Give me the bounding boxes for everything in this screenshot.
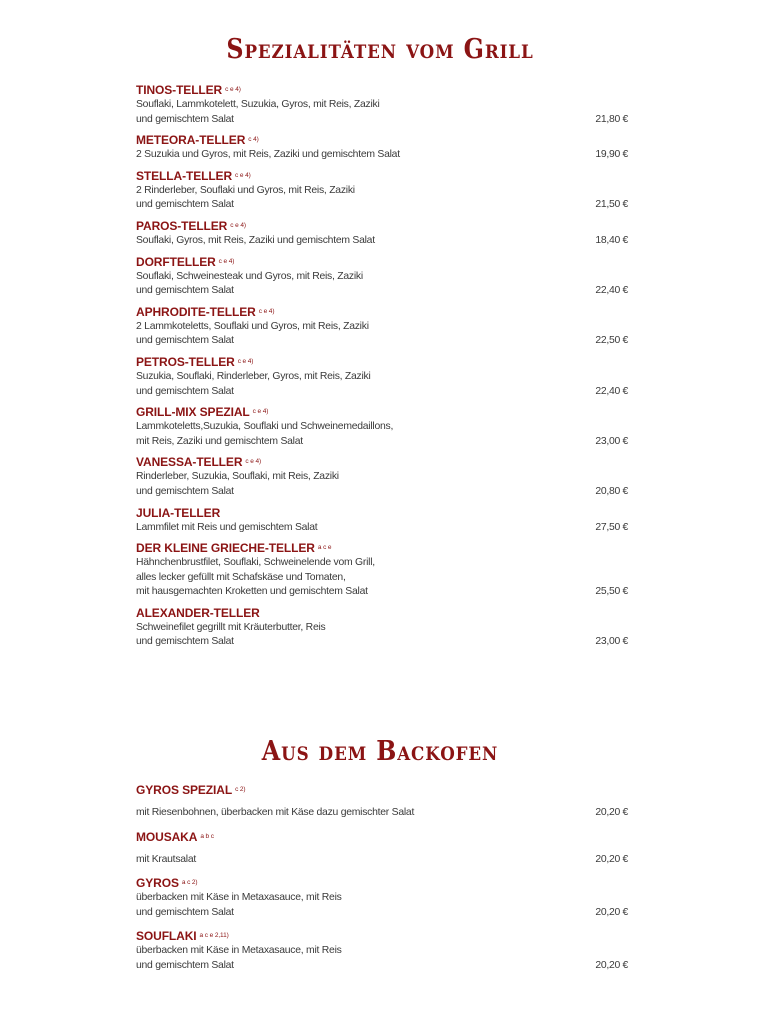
menu-item-description: und gemischtem Salat: [136, 636, 234, 648]
grill-items-list: [136, 83, 628, 656]
menu-item-description: und gemischtem Salat: [136, 335, 234, 347]
menu-item-description: Lammfilet mit Reis und gemischtem Salat: [136, 521, 318, 533]
menu-item-description: überbacken mit Käse in Metaxasauce, mit Reis: [136, 945, 342, 957]
menu-item-description: mit Reis, Zaziki und gemischtem Salat: [136, 435, 303, 447]
menu-item-name: [136, 355, 628, 370]
allergen-codes: c 4): [248, 136, 259, 144]
menu-item-description: Lammkoteletts,Suzukia, Souflaki und Schweinemedaillons,: [136, 421, 394, 433]
menu-item: [136, 219, 628, 249]
allergen-codes: c 2): [235, 786, 246, 793]
menu-item-description: alles lecker gefüllt mit Schafskäse und Tomaten,: [136, 571, 346, 583]
menu-item-description: und gemischtem Salat: [136, 113, 234, 125]
menu-item-title: DORFTELLER: [136, 254, 216, 269]
menu-item-price: 20,20 €: [595, 906, 628, 918]
menu-item: [136, 133, 628, 163]
menu-item-description: Suzukia, Souflaki, Rinderleber, Gyros, mit Reis, Zaziki: [136, 370, 371, 382]
menu-item: [136, 606, 628, 650]
menu-item-description: mit hausgemachten Kroketten und gemischtem Salat: [136, 586, 368, 598]
menu-item-name: [136, 169, 628, 184]
menu-item-name: [136, 133, 628, 148]
menu-item-title: JULIA-TELLER: [136, 505, 221, 520]
menu-item-description: Rinderleber, Suzukia, Souflaki, mit Reis, Zaziki: [136, 471, 339, 483]
menu-item-description: mit Riesenbohnen, überbacken mit Käse dazu gemischter Salat: [136, 807, 415, 818]
menu-item-title: VANESSA-TELLER: [136, 455, 243, 470]
spacer: [136, 798, 628, 806]
menu-item-title: METEORA-TELLER: [136, 133, 246, 148]
section-title-grill: Spezialitäten vom Grill: [226, 34, 534, 65]
menu-item-title: GYROS: [136, 876, 179, 891]
menu-item-name: [136, 606, 628, 621]
allergen-codes: c e 4): [218, 257, 235, 265]
menu-item-description: und gemischtem Salat: [136, 959, 234, 971]
menu-item-description: Souflaki, Schweinesteak und Gyros, mit Reis, Zaziki: [136, 270, 363, 282]
menu-item-price: 19,90 €: [595, 149, 628, 161]
menu-item-description: und gemischtem Salat: [136, 485, 234, 497]
menu-item: [136, 876, 628, 920]
menu-item-description: 2 Rinderleber, Souflaki und Gyros, mit Reis, Zaziki: [136, 184, 355, 196]
menu-item-name: [136, 83, 628, 98]
menu-item-name: [136, 830, 628, 845]
menu-item-price: 27,50 €: [595, 521, 628, 533]
menu-item-price: 25,50 €: [595, 586, 628, 598]
menu-item-price: 22,50 €: [595, 335, 628, 347]
menu-item-name: [136, 506, 628, 521]
allergen-codes: c e 4): [237, 357, 254, 365]
menu-item-description: mit Krautsalat: [136, 853, 197, 865]
menu-item-price: 20,80 €: [595, 485, 628, 497]
menu-item-price: 22,40 €: [595, 385, 628, 397]
menu-item-price: 18,40 €: [595, 234, 628, 246]
allergen-codes: c e 4): [230, 221, 246, 229]
menu-item-description: und gemischtem Salat: [136, 385, 234, 397]
menu-item-price: 20,20 €: [595, 853, 628, 865]
section-title-backofen: Aus dem Backofen: [261, 736, 499, 767]
allergen-codes: a c e: [317, 544, 332, 552]
menu-item-title: GYROS SPEZIAL: [136, 783, 233, 797]
menu-item-name: [136, 929, 628, 944]
allergen-codes: c e 4): [235, 171, 251, 179]
menu-item-price: 20,20 €: [595, 959, 628, 971]
menu-item-price: 23,00 €: [595, 636, 628, 648]
menu-item-price: 20,20 €: [595, 807, 628, 818]
menu-item: [136, 506, 628, 536]
menu-item-name: [136, 255, 628, 270]
menu-item-name: [136, 455, 628, 470]
menu-item-title: APHRODITE-TELLER: [136, 304, 256, 319]
menu-item-title: SOUFLAKI: [136, 929, 197, 944]
menu-item-price: 23,00 €: [595, 435, 628, 447]
menu-item-description: und gemischtem Salat: [136, 906, 234, 918]
menu-item-price: 21,50 €: [595, 199, 628, 211]
menu-item: [136, 783, 628, 821]
allergen-codes: a b c: [200, 832, 214, 840]
menu-item-name: [136, 783, 628, 798]
menu-item-description: Hähnchenbrustfilet, Souflaki, Schweinelende vom Grill,: [136, 557, 375, 569]
menu-item: [136, 929, 628, 973]
allergen-codes: c e 4): [245, 458, 262, 466]
allergen-codes: a c 2): [181, 879, 198, 887]
allergen-codes: c e 4): [225, 86, 241, 93]
menu-item-title: GRILL-MIX SPEZIAL: [136, 405, 250, 420]
menu-item-title: PAROS-TELLER: [136, 218, 228, 233]
menu-item-title: DER KLEINE GRIECHE-TELLER: [136, 541, 315, 556]
allergen-codes: c e 4): [252, 408, 269, 416]
menu-item: [136, 255, 628, 299]
menu-item: [136, 355, 628, 399]
menu-item-name: [136, 541, 628, 556]
spacer: [136, 845, 628, 853]
menu-item: [136, 305, 628, 349]
menu-item: [136, 169, 628, 213]
menu-item-description: Souflaki, Gyros, mit Reis, Zaziki und gemischtem Salat: [136, 234, 375, 246]
menu-item-description: Souflaki, Lammkotelett, Suzukia, Gyros, mit Reis, Zaziki: [136, 99, 380, 110]
menu-item: [136, 541, 628, 600]
menu-item-description: Schweinefilet gegrillt mit Kräuterbutter, Reis: [136, 621, 326, 633]
menu-item: [136, 405, 628, 449]
menu-item-name: [136, 305, 628, 320]
backofen-items-list: [136, 783, 628, 983]
menu-item-title: STELLA-TELLER: [136, 168, 233, 183]
menu-item-description: überbacken mit Käse in Metaxasauce, mit Reis: [136, 892, 342, 904]
menu-item-description: und gemischtem Salat: [136, 199, 234, 211]
menu-item-title: ALEXANDER-TELLER: [136, 605, 260, 620]
menu-item-title: PETROS-TELLER: [136, 354, 235, 369]
menu-item: [136, 830, 628, 868]
menu-item-name: [136, 876, 628, 891]
menu-item: [136, 83, 628, 127]
menu-item-description: und gemischtem Salat: [136, 285, 234, 297]
menu-item-name: [136, 219, 628, 234]
menu-item-name: [136, 405, 628, 420]
menu-item-title: TINOS-TELLER: [136, 83, 223, 97]
menu-item-price: 22,40 €: [595, 285, 628, 297]
menu-item-description: 2 Suzukia und Gyros, mit Reis, Zaziki und gemischtem Salat: [136, 149, 400, 161]
allergen-codes: a c e 2,11): [199, 932, 229, 940]
menu-item-price: 21,80 €: [595, 113, 628, 125]
menu-item: [136, 455, 628, 499]
menu-item-description: 2 Lammkoteletts, Souflaki und Gyros, mit Reis, Zaziki: [136, 320, 369, 332]
menu-item-title: MOUSAKA: [136, 829, 198, 844]
allergen-codes: c e 4): [258, 307, 275, 315]
